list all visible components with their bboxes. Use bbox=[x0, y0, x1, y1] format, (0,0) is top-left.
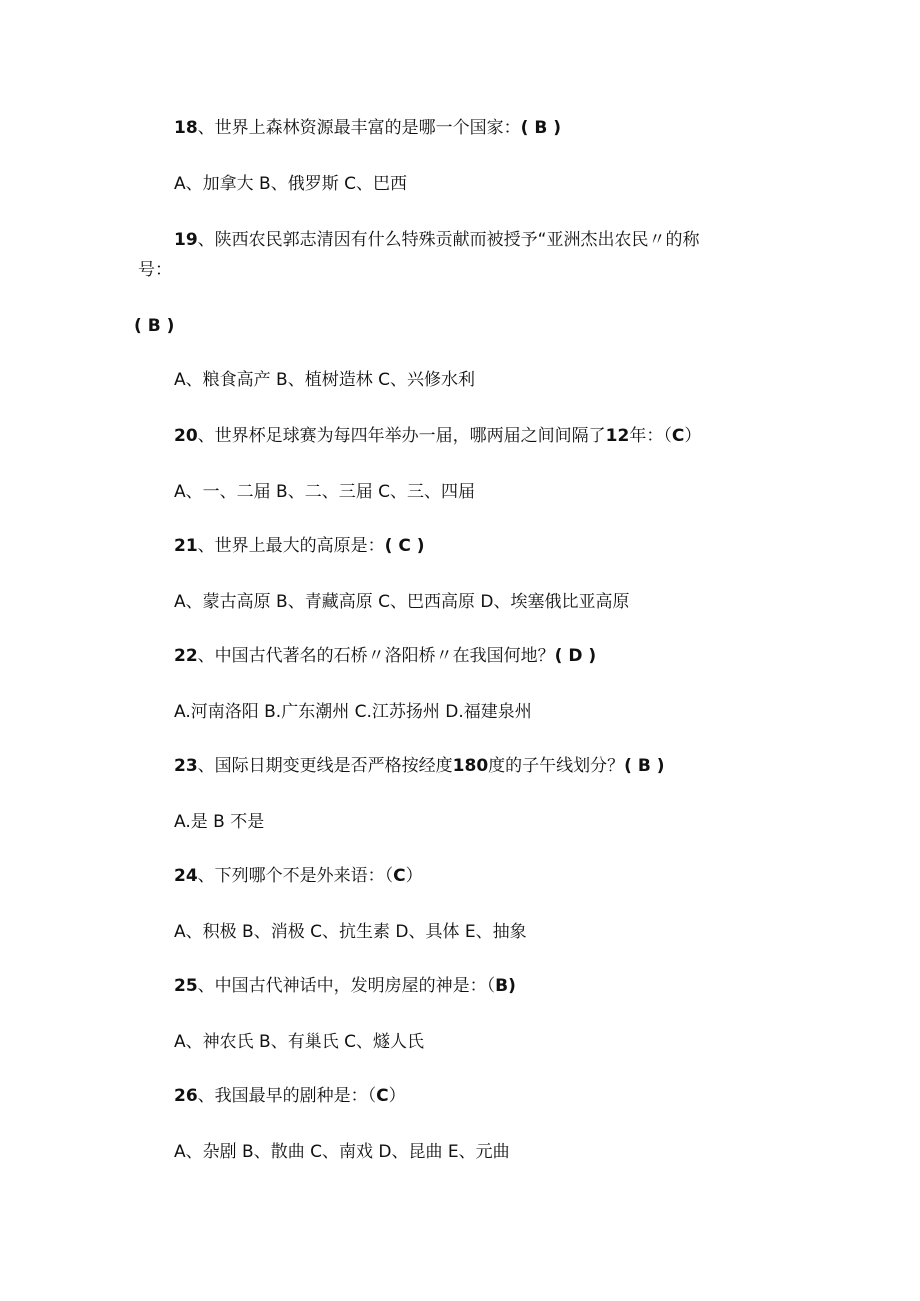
answer-open: （ bbox=[663, 426, 672, 446]
answer: ( B ) bbox=[624, 756, 665, 776]
question-text: 、下列哪个不是外来语： bbox=[197, 866, 385, 886]
question-text-tail: 度的子午线划分？ bbox=[488, 756, 625, 776]
answer-letter: C bbox=[393, 866, 406, 886]
question-22 bbox=[174, 644, 596, 668]
question-text-number: 180 bbox=[452, 756, 489, 776]
question-number: 22 bbox=[174, 646, 198, 666]
question-text: 、我国最早的剧种是： bbox=[197, 1086, 368, 1106]
answer-19 bbox=[134, 314, 174, 338]
answer-close: ） bbox=[388, 1086, 406, 1106]
answer: ( B ) bbox=[134, 316, 175, 336]
question-number: 19 bbox=[174, 230, 198, 250]
question-text: 、中国古代神话中，发明房屋的神是： bbox=[197, 976, 487, 996]
answer-letter: C bbox=[671, 426, 685, 446]
question-19 bbox=[174, 228, 699, 252]
question-text: 、国际日期变更线是否严格按经度 bbox=[197, 756, 453, 776]
answer-letter: B bbox=[495, 976, 509, 996]
question-24 bbox=[174, 864, 423, 888]
answer: ( D ) bbox=[554, 646, 597, 666]
question-text: 、中国古代著名的石桥〃洛阳桥〃在我国何地？ bbox=[197, 646, 555, 666]
question-text: 、陕西农民郭志清因有什么特殊贡献而被授予“亚洲杰出农民〃的称 bbox=[197, 230, 700, 250]
question-19-continuation: 号： bbox=[138, 260, 172, 280]
question-26 bbox=[174, 1084, 406, 1108]
options-25: A、神农氏 B、有巢氏 C、燧人氏 bbox=[174, 1032, 424, 1052]
question-21 bbox=[174, 534, 425, 558]
options-24: A、积极 B、消极 C、抗生素 D、具体 E、抽象 bbox=[174, 922, 527, 942]
question-number: 23 bbox=[174, 756, 198, 776]
options-20: A、一、二届 B、二、三届 C、三、四届 bbox=[174, 482, 475, 502]
answer-open: （ bbox=[486, 976, 496, 996]
answer-close: ） bbox=[405, 866, 423, 886]
question-number: 26 bbox=[174, 1086, 198, 1106]
question-number: 20 bbox=[174, 426, 198, 446]
answer-close: ） bbox=[684, 426, 702, 446]
question-23 bbox=[174, 754, 665, 778]
answer-open: （ bbox=[367, 1086, 377, 1106]
answer-close: ) bbox=[508, 976, 516, 996]
options-22: A.河南洛阳 B.广东潮州 C.江苏扬州 D.福建泉州 bbox=[174, 702, 532, 722]
question-number: 21 bbox=[174, 536, 198, 556]
question-text-tail: 年： bbox=[629, 426, 664, 446]
answer: ( B ) bbox=[520, 118, 562, 138]
options-23: A.是 B 不是 bbox=[174, 812, 265, 832]
options-26: A、杂剧 B、散曲 C、南戏 D、昆曲 E、元曲 bbox=[174, 1142, 510, 1162]
question-text-number: 12 bbox=[605, 426, 630, 446]
answer-open: （ bbox=[384, 866, 394, 886]
question-text: 、世界上最大的高原是： bbox=[197, 536, 385, 556]
question-number: 24 bbox=[174, 866, 198, 886]
question-text: 、世界上森林资源最丰富的是哪一个国家： bbox=[197, 118, 521, 138]
question-number: 25 bbox=[174, 976, 198, 996]
answer-letter: C bbox=[376, 1086, 389, 1106]
options-21: A、蒙古高原 B、青藏高原 C、巴西高原 D、埃塞俄比亚高原 bbox=[174, 592, 630, 612]
answer: ( C ) bbox=[384, 536, 425, 556]
question-18 bbox=[174, 116, 561, 140]
options-18: A、加拿大 B、俄罗斯 C、巴西 bbox=[174, 174, 407, 194]
question-20 bbox=[174, 424, 701, 448]
options-19: A、粮食高产 B、植树造林 C、兴修水利 bbox=[174, 370, 475, 390]
question-text: 、世界杯足球赛为每四年举办一届，哪两届之间间隔了 bbox=[197, 426, 606, 446]
question-25 bbox=[174, 974, 516, 998]
question-number: 18 bbox=[174, 118, 198, 138]
